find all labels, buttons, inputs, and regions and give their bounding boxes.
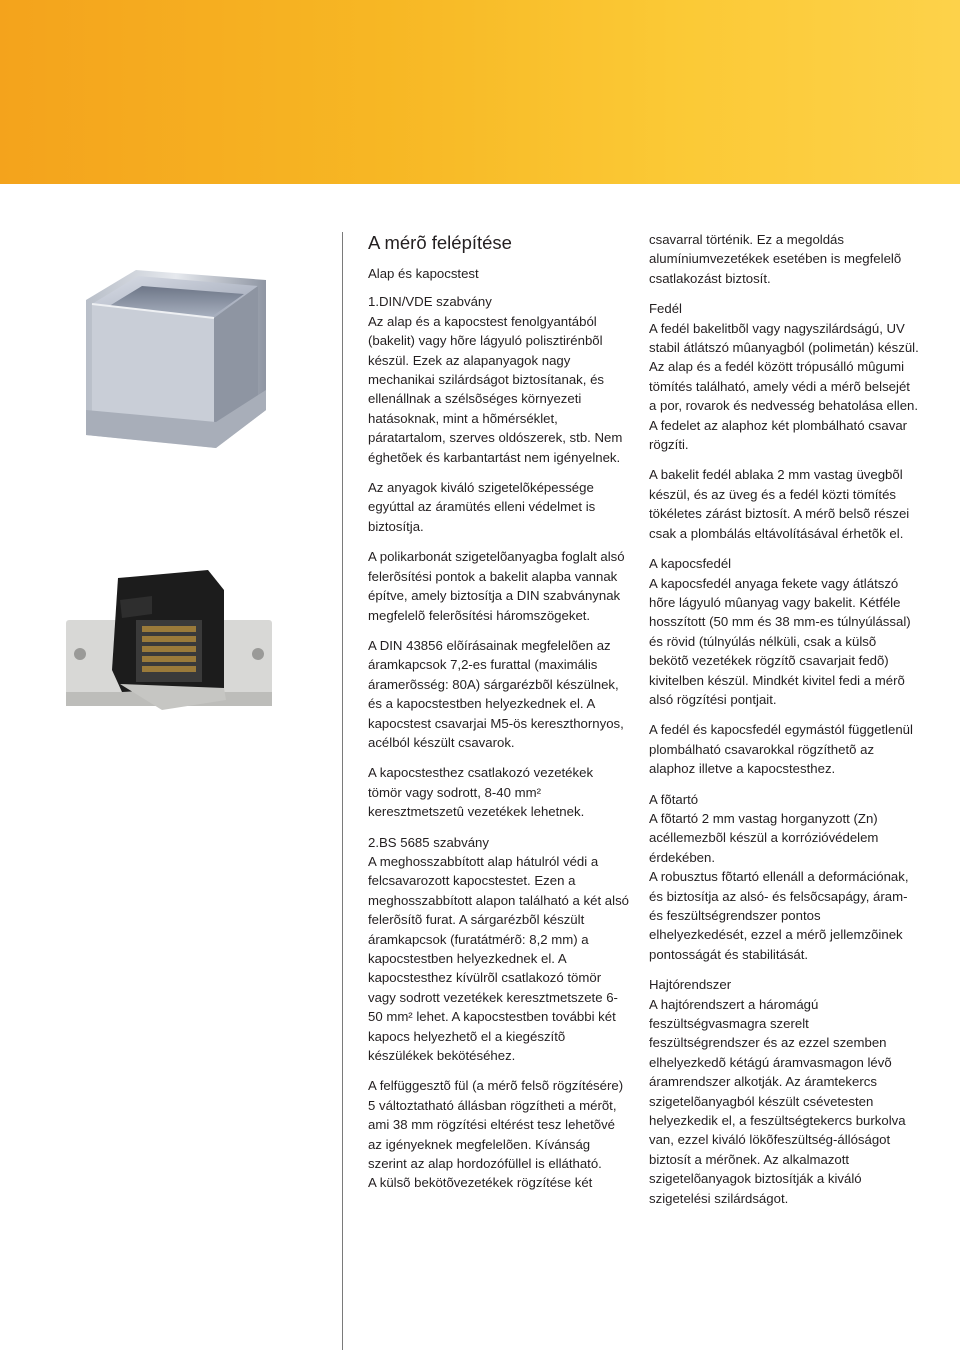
paragraph: A DIN 43856 elõírásainak megfelelõen az áramkapcsok 7,2-es furattal (maximális áramerõsség: 80A) sárgarézbõl készülnek, és a kapocstestben helyezkednek el. A kapocstest csavarjai M5-ös kereszthornyos, acélból készült csavarok. <box>368 637 624 750</box>
paragraph: A hajtórendszert a háromágú feszültségvasmagra szerelt feszültségrendszer és az ezzel szemben elhelyezkedõ kétágú áramvasmagon lévõ áramrendszer alkotják. Az áramtekercs szigetelõanyagból készült csévetesten helyezkedik el, a feszültségtekercs burkolva van, ezzel kiváló lökõfeszültség-állóságot biztosít a mérõnek. Az alkalmazott szigetelõanyagok biztosítják a kiváló szigetelési szilárdságot. <box>649 996 906 1206</box>
section-heading-drive: Hajtórendszer <box>649 977 732 993</box>
paragraph: A kapocsfedél anyaga fekete vagy átlátszó hõre lágyuló mûanyag vagy bakelit. Kétféle hosszított (50 mm és 38 mm-es túlnyúlással) és rövid (túlnyúlás nélküli, csak a külsõ bekötõ vezetékek rögzítõ csavarjait fedõ) kivitelben készül. Mindkét kivitel fedi a mérõ alsó rögzítési pontjait. <box>649 575 911 707</box>
paragraph: Az anyagok kiváló szigetelõképessége egyúttal az áramütés elleni védelmet is biztosítja. <box>368 480 596 534</box>
right-column <box>649 230 919 1219</box>
meter-housing-image <box>76 260 272 455</box>
terminal-block-image <box>62 560 276 720</box>
section-heading-frame: A fõtartó <box>649 791 699 807</box>
paragraph: A polikarbonát szigetelõanyagba foglalt alsó felerõsítési pontok a bakelit alapba vannak építve, amely biztosítja a DIN szabványnak megfelelõ felerõsítési háromszögeket. <box>368 549 625 623</box>
paragraph: 1.DIN/VDE szabvány Az alap és a kapocstest fenolgyantából (bakelit) vagy hõre lágyuló polisztirénbõl készül. Ezek az alapanyagok nagy mechanikai szilárdságot biztosítanak, és ellenállnak a szélsõséges környezeti hatásoknak, mint a hõmérséklet, páratartalom, szerves oldószerek, stb. Nem éghetõek és karbantartást nem igényelnek. <box>368 294 623 465</box>
paragraph: csavarral történik. Ez a megoldás alumíniumvezetékek esetében is megfelelõ csatlakozást biztosít. <box>649 232 902 286</box>
column-divider <box>342 232 343 1350</box>
section-heading-cover: Fedél <box>649 301 682 317</box>
paragraph: A felfüggesztõ fül (a mérõ felsõ rögzítésére) 5 változtatható állásban rögzítheti a mérõt, ami 38 mm rögzítési eltérést tesz lehetõvé az igényeknek megfelelõen. Kívánság szerint az alap hordozófüllel is ellátható. A külsõ bekötõvezetékek rögzítése két <box>368 1078 624 1191</box>
main-column <box>368 232 630 1204</box>
page-title: A mérõ felépítése <box>368 232 512 253</box>
section-heading-terminal-cover: A kapocsfedél <box>649 556 732 572</box>
paragraph: 2.BS 5685 szabvány A meghosszabbított alap hátulról védi a felcsavarozott kapocstestet. Ezen a meghosszabbított alapon található a két alsó felerõsítõ furat. A sárgarézbõl készült áramkapcsok (furatátmérõ: 8,2 mm) a kapocstestben helyezkednek el. A kapocstesthez kívülrõl csatlakozó tömör vagy sodrott vezetékek keresztmetszete 6-50 mm² lehet. A kapocstestben további két kapocs helyezhetõ el a kiegészítõ készülékek bekötéséhez. <box>368 834 629 1064</box>
paragraph: A bakelit fedél ablaka 2 mm vastag üvegbõl készül, és az üveg és a fedél közti tömítés tökéletes zárást biztosít. A mérõ belsõ részei csak a plombálás eltávolításával érhetõk el. <box>649 467 910 541</box>
paragraph: A fedél bakelitbõl vagy nagyszilárdságú, UV stabil átlátszó mûanyagból (polimetán) készül. Az alap és a fedél között trópusálló mûgumi tömítés található, amely védi a mérõ belsejét a por, rovarok és nedvesség behatolása ellen. A fedelet az alaphoz két plombálható csavar rögzíti. <box>649 320 919 453</box>
paragraph: A fedél és kapocsfedél egymástól függetlenül plombálható csavarokkal rögzíthetõ az alaphoz illetve a kapocstesthez. <box>649 722 913 777</box>
paragraph: A kapocstesthez csatlakozó vezetékek tömör vagy sodrott, 8-40 mm² keresztmetszetû vezetékek lehetnek. <box>368 765 594 820</box>
section-heading-base: Alap és kapocstest <box>368 266 479 281</box>
header-band <box>0 0 960 184</box>
paragraph: A fõtartó 2 mm vastag horganyzott (Zn) acéllemezbõl készül a korrózióvédelem érdekében. A robusztus fõtartó ellenáll a deformációnak, és biztosítja az alsó- és felsõcsapágy, áram- és feszültségrendszer pontos elhelyezkedését, ezzel a mérõ jellemzõinek pontosságát és stabilitását. <box>649 810 909 962</box>
